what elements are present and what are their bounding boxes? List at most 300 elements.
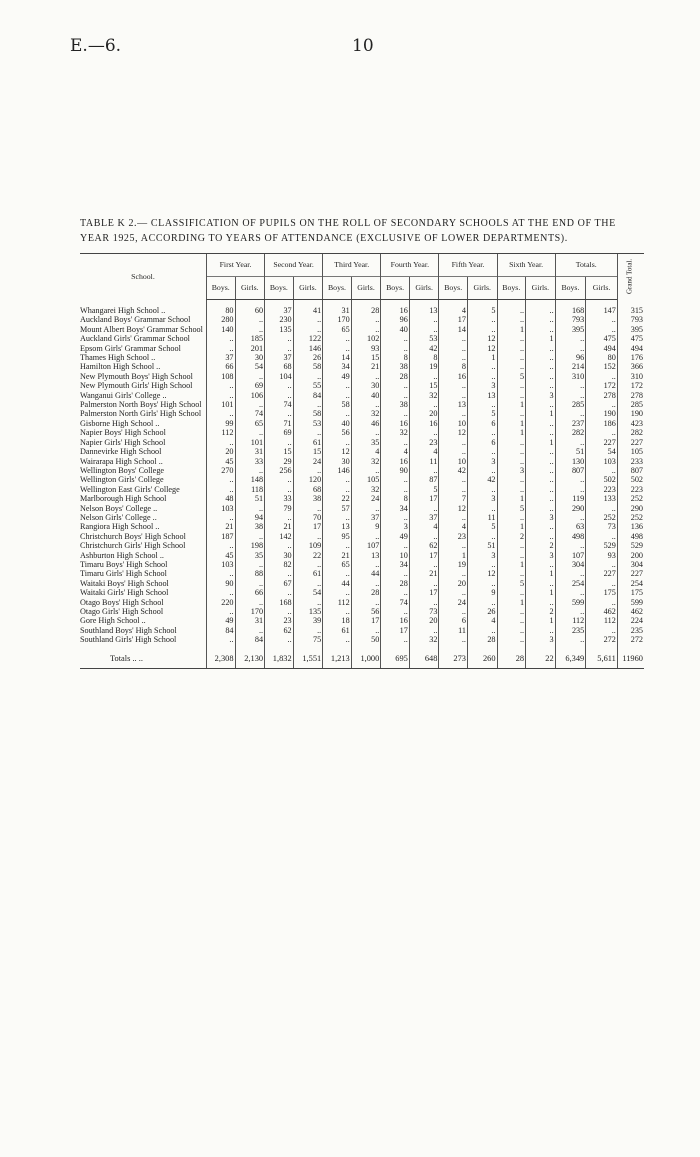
value-cell: 74	[381, 598, 410, 607]
value-cell: 38	[381, 400, 410, 409]
value-cell: ..	[526, 362, 556, 371]
value-cell: 16	[381, 616, 410, 625]
value-cell: ..	[235, 466, 265, 475]
total-value-cell: 5,611	[586, 645, 618, 669]
value-cell: 80	[206, 300, 235, 316]
value-cell: ..	[323, 438, 352, 447]
school-name: Whangarei High School ..	[80, 306, 166, 315]
value-cell: ..	[526, 325, 556, 334]
value-cell: ..	[467, 626, 497, 635]
value-cell: ..	[526, 353, 556, 362]
value-cell: 793	[617, 315, 644, 324]
value-cell: ..	[206, 475, 235, 484]
value-cell: 1	[497, 419, 526, 428]
value-cell: 423	[617, 419, 644, 428]
value-cell: 136	[617, 522, 644, 531]
value-cell: ..	[293, 315, 323, 324]
value-cell: 187	[206, 532, 235, 541]
value-cell: 17	[293, 522, 323, 531]
value-cell: 227	[617, 438, 644, 447]
value-cell: 290	[555, 504, 586, 513]
value-cell: 119	[555, 494, 586, 503]
value-cell: 224	[617, 616, 644, 625]
value-cell: ..	[497, 381, 526, 390]
value-cell: ..	[526, 485, 556, 494]
school-name: Mount Albert Boys' Grammar School	[80, 324, 203, 334]
school-name: Wanganui Girls' College ..	[80, 390, 167, 400]
value-cell: 30	[265, 551, 294, 560]
value-cell: 20	[206, 447, 235, 456]
value-cell: ..	[439, 353, 468, 362]
value-cell: ..	[206, 334, 235, 343]
value-cell: ..	[235, 579, 265, 588]
school-name: Dannevirke High School	[80, 447, 162, 457]
value-cell: ..	[293, 504, 323, 513]
school-name: Wairarapa High School ..	[80, 456, 163, 466]
value-cell: ..	[206, 635, 235, 644]
total-value-cell: 260	[467, 645, 497, 669]
school-name: Napier Boys' High School	[80, 428, 166, 438]
value-cell: 15	[351, 353, 381, 362]
value-cell: 62	[265, 626, 294, 635]
school-name: Wellington Boys' College	[80, 465, 165, 475]
value-cell: ..	[586, 466, 618, 475]
value-cell: ..	[409, 579, 439, 588]
value-cell: 75	[293, 635, 323, 644]
value-cell: 54	[293, 588, 323, 597]
value-cell: 28	[351, 300, 381, 316]
value-cell: ..	[555, 409, 586, 418]
value-cell: 4	[467, 616, 497, 625]
value-cell: 254	[617, 579, 644, 588]
school-name: Auckland Girls' Grammar School	[80, 334, 190, 344]
value-cell: ..	[409, 626, 439, 635]
table-row	[80, 475, 644, 484]
value-cell: ..	[323, 635, 352, 644]
value-cell: ..	[586, 532, 618, 541]
table-row	[80, 372, 644, 381]
value-cell: 26	[467, 607, 497, 616]
school-name: Otago Boys' High School	[80, 597, 164, 607]
value-cell: 37	[409, 513, 439, 522]
value-cell: ..	[526, 447, 556, 456]
value-cell: ..	[586, 598, 618, 607]
value-cell: ..	[526, 522, 556, 531]
value-cell: 140	[206, 325, 235, 334]
school-name-cell	[80, 626, 206, 635]
value-cell: 40	[323, 419, 352, 428]
school-name-cell	[80, 607, 206, 616]
school-name-cell	[80, 300, 206, 316]
value-cell: 67	[265, 579, 294, 588]
value-cell: 70	[293, 513, 323, 522]
value-cell: 44	[323, 579, 352, 588]
value-cell: ..	[526, 428, 556, 437]
school-name-cell	[80, 391, 206, 400]
value-cell: ..	[381, 381, 410, 390]
value-cell: 55	[293, 381, 323, 390]
value-cell: ..	[497, 541, 526, 550]
value-cell: 16	[439, 372, 468, 381]
value-cell: 74	[235, 409, 265, 418]
value-cell: 61	[323, 626, 352, 635]
value-cell: 1	[497, 598, 526, 607]
value-cell: ..	[555, 391, 586, 400]
group-header: First Year.	[206, 254, 264, 277]
value-cell: ..	[265, 513, 294, 522]
value-cell: 120	[293, 475, 323, 484]
value-cell: ..	[293, 400, 323, 409]
value-cell: 227	[586, 569, 618, 578]
school-name-cell	[80, 569, 206, 578]
value-cell: 74	[265, 400, 294, 409]
value-cell: ..	[497, 409, 526, 418]
value-cell: ..	[351, 400, 381, 409]
value-cell: ..	[497, 551, 526, 560]
value-cell: 32	[351, 409, 381, 418]
value-cell: ..	[265, 588, 294, 597]
school-name-cell	[80, 315, 206, 324]
value-cell: 5	[497, 579, 526, 588]
value-cell: ..	[526, 532, 556, 541]
school-name: Southland Girls' High School	[80, 635, 177, 645]
value-cell: 13	[323, 522, 352, 531]
value-cell: ..	[467, 579, 497, 588]
value-cell: 475	[617, 334, 644, 343]
table-row	[80, 607, 644, 616]
school-name: Thames High School ..	[80, 353, 156, 363]
value-cell: ..	[497, 616, 526, 625]
value-cell: ..	[467, 447, 497, 456]
document-reference: E.—6.	[70, 36, 122, 56]
value-cell: ..	[497, 353, 526, 362]
value-cell: 12	[439, 428, 468, 437]
value-cell: 32	[351, 485, 381, 494]
value-cell: ..	[586, 325, 618, 334]
value-cell: 50	[351, 635, 381, 644]
value-cell: 53	[293, 419, 323, 428]
value-cell: 475	[586, 334, 618, 343]
value-cell: ..	[526, 372, 556, 381]
value-cell: 190	[617, 409, 644, 418]
value-cell: 51	[467, 541, 497, 550]
value-cell: 252	[586, 513, 618, 522]
value-cell: 49	[323, 372, 352, 381]
value-cell: ..	[467, 504, 497, 513]
school-name-cell	[80, 372, 206, 381]
value-cell: ..	[586, 428, 618, 437]
value-cell: ..	[293, 466, 323, 475]
value-cell: 252	[617, 513, 644, 522]
value-cell: 84	[235, 635, 265, 644]
value-cell: 58	[293, 409, 323, 418]
value-cell: ..	[526, 466, 556, 475]
school-name-cell	[80, 494, 206, 503]
value-cell: 7	[439, 494, 468, 503]
value-cell: 175	[617, 588, 644, 597]
value-cell: 5	[497, 372, 526, 381]
value-cell: 4	[381, 447, 410, 456]
value-cell: 13	[351, 551, 381, 560]
value-cell: 310	[555, 372, 586, 381]
value-cell: 1	[526, 334, 556, 343]
value-cell: 65	[323, 325, 352, 334]
value-cell: ..	[206, 541, 235, 550]
value-cell: 12	[467, 344, 497, 353]
value-cell: ..	[497, 475, 526, 484]
value-cell: ..	[497, 447, 526, 456]
value-cell: ..	[555, 334, 586, 343]
value-cell: 20	[409, 616, 439, 625]
value-cell: ..	[381, 334, 410, 343]
value-cell: 494	[617, 344, 644, 353]
value-cell: 90	[206, 579, 235, 588]
value-cell: 282	[555, 428, 586, 437]
value-cell: 133	[586, 494, 618, 503]
value-cell: 63	[555, 522, 586, 531]
table-row	[80, 428, 644, 437]
value-cell: ..	[265, 569, 294, 578]
value-cell: ..	[235, 626, 265, 635]
value-cell: ..	[381, 541, 410, 550]
value-cell: 254	[555, 579, 586, 588]
school-name: Waitaki Girls' High School	[80, 588, 169, 598]
value-cell: 278	[617, 391, 644, 400]
value-cell: ..	[206, 607, 235, 616]
value-cell: ..	[439, 607, 468, 616]
value-cell: ..	[439, 588, 468, 597]
value-cell: ..	[265, 391, 294, 400]
value-cell: 112	[555, 616, 586, 625]
table-row	[80, 588, 644, 597]
value-cell: 28	[351, 588, 381, 597]
school-name-cell	[80, 616, 206, 625]
value-cell: 16	[381, 419, 410, 428]
value-cell: 28	[467, 635, 497, 644]
value-cell: 5	[467, 409, 497, 418]
value-cell: 12	[439, 504, 468, 513]
value-cell: 61	[293, 569, 323, 578]
value-cell: ..	[526, 419, 556, 428]
value-cell: 142	[265, 532, 294, 541]
value-cell: 10	[439, 457, 468, 466]
value-cell: ..	[351, 325, 381, 334]
value-cell: ..	[439, 635, 468, 644]
value-cell: ..	[586, 626, 618, 635]
value-cell: 57	[323, 504, 352, 513]
school-name: Auckland Boys' Grammar School	[80, 315, 191, 325]
value-cell: 37	[265, 300, 294, 316]
value-cell: 103	[206, 504, 235, 513]
value-cell: ..	[206, 344, 235, 353]
value-cell: 1	[497, 560, 526, 569]
value-cell: 170	[235, 607, 265, 616]
value-cell: 73	[586, 522, 618, 531]
boys-column-header: Boys.	[555, 277, 586, 300]
value-cell: 172	[617, 381, 644, 390]
value-cell: 42	[467, 475, 497, 484]
value-cell: 223	[586, 485, 618, 494]
value-cell: ..	[526, 344, 556, 353]
value-cell: ..	[497, 438, 526, 447]
total-value-cell: 1,000	[351, 645, 381, 669]
value-cell: ..	[439, 541, 468, 550]
value-cell: 49	[206, 616, 235, 625]
table-row	[80, 300, 644, 316]
group-header: Second Year.	[265, 254, 323, 277]
school-name-cell	[80, 457, 206, 466]
table-row	[80, 447, 644, 456]
value-cell: 28	[381, 372, 410, 381]
value-cell: ..	[497, 334, 526, 343]
value-cell: ..	[293, 560, 323, 569]
value-cell: 3	[381, 522, 410, 531]
school-name-cell	[80, 475, 206, 484]
school-name: Palmerston North Boys' High School	[80, 400, 202, 410]
value-cell: ..	[381, 391, 410, 400]
value-cell: 498	[555, 532, 586, 541]
value-cell: 807	[555, 466, 586, 475]
totals-label: Totals .. ..	[80, 645, 206, 669]
value-cell: 31	[235, 447, 265, 456]
value-cell: 237	[555, 419, 586, 428]
value-cell: 30	[235, 353, 265, 362]
value-cell: 24	[293, 457, 323, 466]
value-cell: ..	[235, 315, 265, 324]
value-cell: 175	[586, 588, 618, 597]
value-cell: 5	[409, 485, 439, 494]
value-cell: 68	[293, 485, 323, 494]
value-cell: 21	[265, 522, 294, 531]
value-cell: 42	[409, 344, 439, 353]
value-cell: 10	[381, 551, 410, 560]
value-cell: 4	[409, 522, 439, 531]
table-row	[80, 579, 644, 588]
value-cell: ..	[323, 391, 352, 400]
school-name: Christchurch Girls' High School	[80, 541, 186, 551]
value-cell: ..	[323, 588, 352, 597]
value-cell: 230	[265, 315, 294, 324]
value-cell: ..	[235, 532, 265, 541]
value-cell: ..	[555, 588, 586, 597]
value-cell: ..	[439, 513, 468, 522]
total-value-cell: 11960	[617, 645, 644, 669]
value-cell: 1	[497, 325, 526, 334]
value-cell: ..	[235, 325, 265, 334]
value-cell: 35	[351, 438, 381, 447]
table-row	[80, 381, 644, 390]
school-name-cell	[80, 447, 206, 456]
value-cell: ..	[439, 475, 468, 484]
school-name-cell	[80, 532, 206, 541]
value-cell: 33	[235, 457, 265, 466]
school-name-cell	[80, 344, 206, 353]
value-cell: 18	[323, 616, 352, 625]
value-cell: ..	[555, 438, 586, 447]
value-cell: 32	[381, 428, 410, 437]
value-cell: 56	[323, 428, 352, 437]
value-cell: 3	[467, 494, 497, 503]
value-cell: ..	[351, 579, 381, 588]
total-value-cell: 1,213	[323, 645, 352, 669]
value-cell: 280	[206, 315, 235, 324]
school-name: Gore High School ..	[80, 616, 146, 626]
value-cell: ..	[526, 315, 556, 324]
value-cell: ..	[497, 300, 526, 316]
value-cell: 107	[351, 541, 381, 550]
value-cell: 494	[586, 344, 618, 353]
value-cell: 1	[467, 353, 497, 362]
value-cell: ..	[323, 334, 352, 343]
value-cell: 32	[409, 391, 439, 400]
table-row	[80, 466, 644, 475]
value-cell: ..	[497, 485, 526, 494]
value-cell: 9	[467, 588, 497, 597]
value-cell: ..	[381, 569, 410, 578]
boys-column-header: Boys.	[206, 277, 235, 300]
value-cell: 1	[497, 522, 526, 531]
value-cell: 30	[351, 381, 381, 390]
table-row	[80, 315, 644, 324]
value-cell: 6	[439, 616, 468, 625]
school-name-cell	[80, 438, 206, 447]
total-value-cell: 6,349	[555, 645, 586, 669]
value-cell: 462	[586, 607, 618, 616]
value-cell: 12	[323, 447, 352, 456]
value-cell: 103	[206, 560, 235, 569]
page-number: 10	[352, 36, 374, 56]
value-cell: 24	[351, 494, 381, 503]
value-cell: 29	[265, 457, 294, 466]
value-cell: ..	[323, 607, 352, 616]
value-cell: ..	[497, 457, 526, 466]
value-cell: ..	[323, 381, 352, 390]
value-cell: 73	[409, 607, 439, 616]
value-cell: 130	[555, 457, 586, 466]
value-cell: 65	[323, 560, 352, 569]
value-cell: ..	[351, 315, 381, 324]
value-cell: 20	[409, 409, 439, 418]
table-row	[80, 400, 644, 409]
value-cell: ..	[555, 475, 586, 484]
value-cell: 45	[206, 551, 235, 560]
value-cell: 54	[586, 447, 618, 456]
value-cell: 168	[265, 598, 294, 607]
value-cell: 1	[497, 494, 526, 503]
value-cell: ..	[235, 428, 265, 437]
value-cell: 104	[265, 372, 294, 381]
school-name-cell	[80, 325, 206, 334]
value-cell: ..	[555, 569, 586, 578]
table-row	[80, 438, 644, 447]
value-cell: ..	[497, 344, 526, 353]
table-row	[80, 409, 644, 418]
value-cell: ..	[381, 475, 410, 484]
table-row	[80, 325, 644, 334]
table-row	[80, 522, 644, 531]
value-cell: ..	[409, 504, 439, 513]
value-cell: ..	[555, 607, 586, 616]
value-cell: ..	[351, 466, 381, 475]
girls-column-header: Girls.	[526, 277, 556, 300]
value-cell: ..	[526, 494, 556, 503]
value-cell: ..	[526, 504, 556, 513]
value-cell: ..	[526, 400, 556, 409]
value-cell: 4	[351, 447, 381, 456]
total-value-cell: 1,832	[265, 645, 294, 669]
value-cell: 40	[381, 325, 410, 334]
school-name: Marlborough High School	[80, 494, 167, 504]
